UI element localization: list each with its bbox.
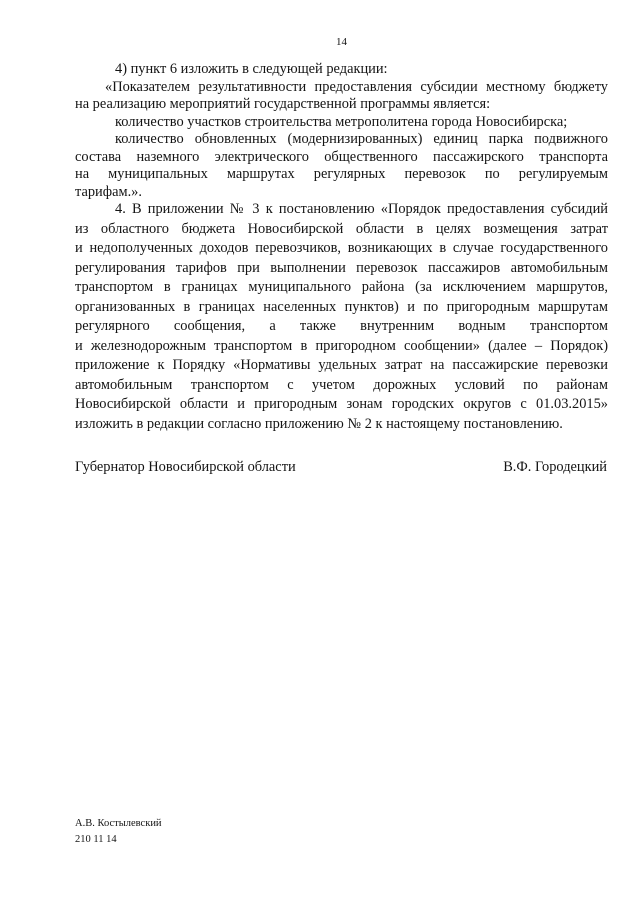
text-line: и железнодорожным транспортом в пригородном сообщении» (далее – Порядок) bbox=[75, 337, 608, 354]
subclause-heading: 4) пункт 6 изложить в следующей редакции: bbox=[115, 61, 388, 77]
signature-name: В.Ф. Городецкий bbox=[503, 459, 607, 475]
text-line: Новосибирской области и пригородным зонам городских округов с 01.03.2015» bbox=[75, 396, 608, 412]
executor-name: А.В. Костылевский bbox=[75, 818, 162, 829]
signature-position: Губернатор Новосибирской области bbox=[75, 459, 296, 475]
text-line: транспортом в границах муниципального района (за исключением маршрутов, bbox=[75, 279, 608, 295]
text-line: изложить в редакции согласно приложению № 2 к настоящему постановлению. bbox=[75, 415, 563, 432]
text-line: количество участков строительства метрополитена города Новосибирска; bbox=[115, 113, 568, 130]
text-line: на реализацию мероприятий государственной программы является: bbox=[75, 96, 491, 112]
executor-phone: 210 11 14 bbox=[75, 834, 117, 845]
signature-block bbox=[75, 458, 608, 476]
text-line: 4. В приложении № 3 к постановлению «Порядок предоставления субсидий bbox=[115, 201, 608, 217]
text-line: автомобильным транспортом с учетом дорожных условий по районам bbox=[75, 376, 608, 393]
text-line: на муниципальных маршрутах регулярных перевозок по регулируемым bbox=[75, 166, 608, 182]
clause-4-paragraph bbox=[75, 200, 608, 434]
text-line: регулярного сообщения, а также внутренним водным транспортом bbox=[75, 318, 608, 334]
text-line: организованных в границах населенных пунктов) и по пригородным маршрутам bbox=[75, 298, 608, 315]
text-line: и недополученных доходов перевозчиков, возникающих в случае государственного bbox=[75, 240, 608, 256]
text-line: тарифам.». bbox=[75, 183, 142, 200]
text-line: приложение к Порядку «Нормативы удельных затрат на пассажирские перевозки bbox=[75, 357, 608, 373]
executor-footer bbox=[75, 816, 375, 848]
page-number: 14 bbox=[336, 36, 347, 48]
text-line: количество обновленных (модернизированных) единиц парка подвижного bbox=[115, 131, 608, 147]
text-line: из областного бюджета Новосибирской области в целях возмещения затрат bbox=[75, 220, 608, 237]
subclause-paragraphs bbox=[75, 61, 608, 201]
text-line: регулирования тарифов при выполнении перевозок пассажиров автомобильным bbox=[75, 259, 608, 276]
text-line: состава наземного электрического общественного пассажирского транспорта bbox=[75, 148, 608, 165]
text-line: «Показателем результативности предоставления субсидии местному бюджету bbox=[105, 78, 608, 95]
